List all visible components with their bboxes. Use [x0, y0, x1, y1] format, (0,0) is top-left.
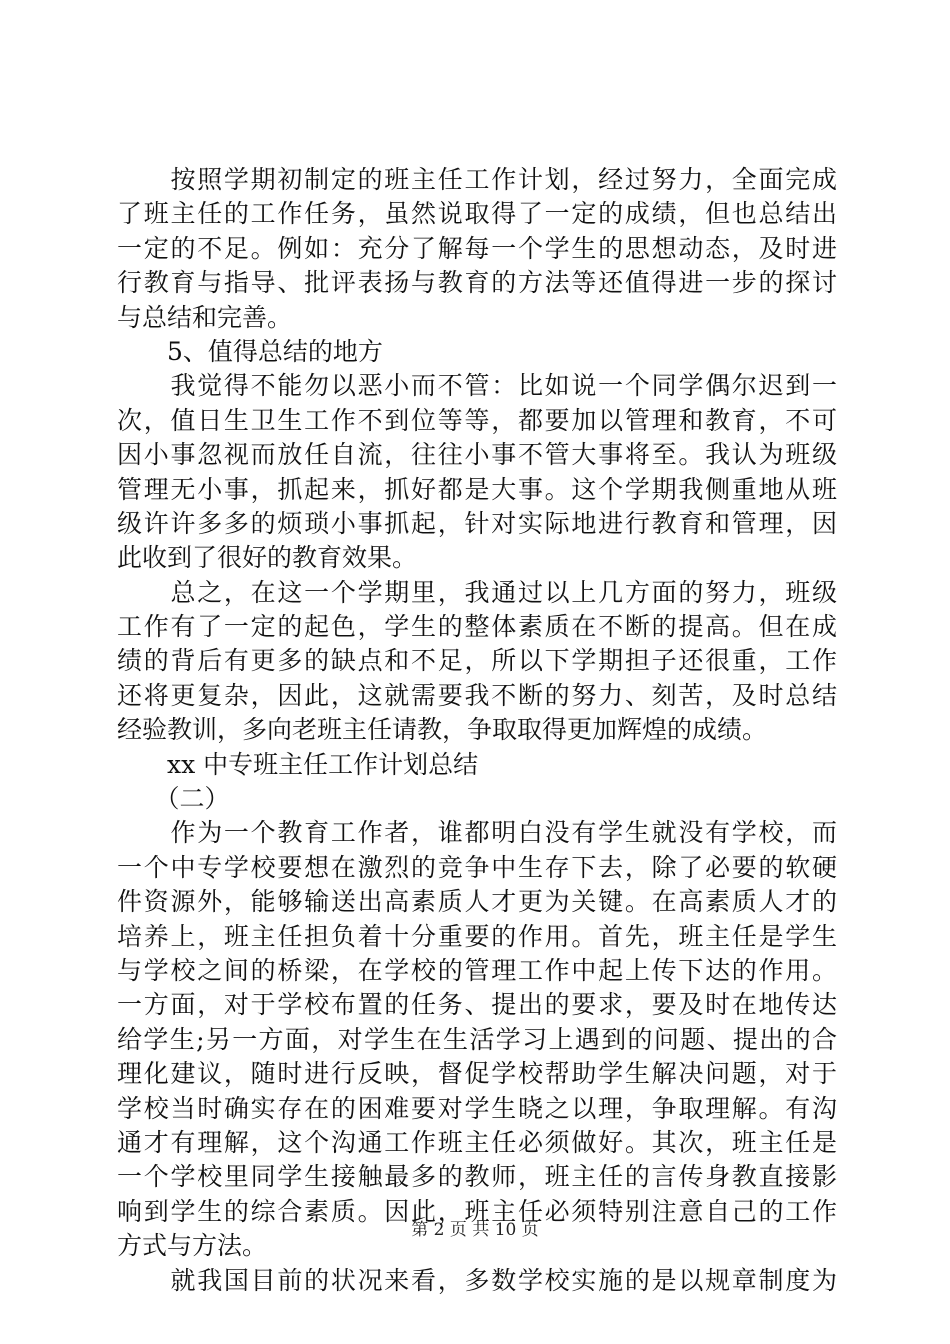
- text-line: 理化建议，随时进行反映，督促学校帮助学生解决问题，对于: [117, 1059, 837, 1089]
- text-line: 通才有理解，这个沟通工作班主任必须做好。其次，班主任是: [117, 1127, 837, 1157]
- text-line: 经验教训，多向老班主任请教，争取取得更加辉煌的成绩。: [117, 715, 768, 745]
- text-line: （二）: [117, 784, 230, 814]
- text-line: 一方面，对于学校布置的任务、提出的要求，要及时在地传达: [117, 990, 837, 1020]
- document-body: [117, 163, 837, 1298]
- text-line: 培养上，班主任担负着十分重要的作用。首先，班主任是学生: [117, 921, 837, 951]
- text-line: 就我国目前的状况来看，多数学校实施的是以规章制度为: [117, 1265, 837, 1295]
- text-line: 还将更复杂，因此，这就需要我不断的努力、刻苦，及时总结: [117, 680, 837, 710]
- text-line: 一个中专学校要想在激烈的竞争中生存下去，除了必要的软硬: [117, 852, 837, 882]
- text-line: 按照学期初制定的班主任工作计划，经过努力，全面完成: [117, 165, 837, 194]
- text-line: 管理无小事，抓起来，抓好都是大事。这个学期我侧重地从班: [117, 474, 837, 504]
- text-line: 方式与方法。: [117, 1231, 268, 1261]
- text-line: 与总结和完善。: [117, 302, 293, 332]
- text-line: xx 中专班主任工作计划总结: [117, 749, 479, 779]
- text-line: 绩的背后有更多的缺点和不足，所以下学期担子还很重，工作: [117, 646, 837, 676]
- text-line: 一定的不足。例如：充分了解每一个学生的思想动态，及时进: [117, 233, 837, 263]
- text-line: 作为一个教育工作者，谁都明白没有学生就没有学校，而: [117, 818, 837, 848]
- text-line: 给学生;另一方面，对学生在生活学习上遇到的问题、提出的合: [117, 1024, 837, 1054]
- text-line: 次，值日生卫生工作不到位等等，都要加以管理和教育，不可: [117, 405, 837, 435]
- text-line: 学校当时确实存在的困难要对学生晓之以理，争取理解。有沟: [117, 1093, 837, 1123]
- text-line: 了班主任的工作任务，虽然说取得了一定的成绩，但也总结出: [117, 199, 837, 229]
- text-line: 此收到了很好的教育效果。: [117, 543, 418, 573]
- text-line: 总之，在这一个学期里，我通过以上几方面的努力，班级: [117, 577, 837, 607]
- text-line: 与学校之间的桥梁，在学校的管理工作中起上传下达的作用。: [117, 955, 837, 985]
- text-line: 一个学校里同学生接触最多的教师，班主任的言传身教直接影: [117, 1162, 837, 1192]
- text-line: 件资源外，能够输送出高素质人才更为关键。在高素质人才的: [117, 887, 837, 917]
- text-line: 响到学生的综合素质。因此，班主任必须特别注意自己的工作: [117, 1196, 837, 1226]
- text-line: 工作有了一定的起色，学生的整体素质在不断的提高。但在成: [117, 612, 837, 642]
- text-line: 行教育与指导、批评表扬与教育的方法等还值得进一步的探讨: [117, 268, 837, 298]
- page-number-footer: 第 2 页 共 10 页: [411, 1220, 539, 1240]
- text-line: 我觉得不能勿以恶小而不管：比如说一个同学偶尔迟到一: [117, 371, 837, 401]
- text-line: 5、值得总结的地方: [117, 336, 383, 366]
- text-line: 因小事忽视而放任自流，往往小事不管大事将至。我认为班级: [117, 440, 837, 470]
- text-line: 级许许多多的烦琐小事抓起，针对实际地进行教育和管理，因: [117, 508, 837, 538]
